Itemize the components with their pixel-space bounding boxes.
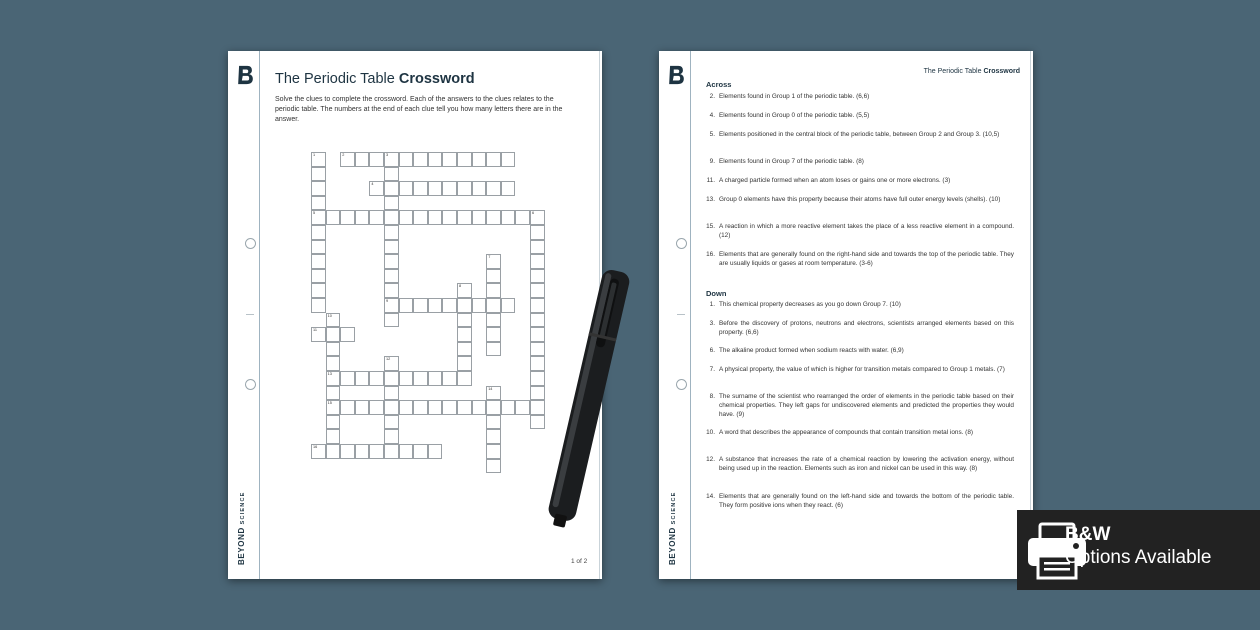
clue-number-label: 3 [386,153,389,157]
crossword-cell[interactable] [326,327,341,342]
clue-number: 14. [706,493,715,500]
crossword-cell[interactable] [457,327,472,342]
clue-number: 6. [709,347,715,354]
brand-name: BEYOND [668,527,677,565]
clue-item [706,301,1014,310]
crossword-cell[interactable] [384,429,399,444]
clue-text: Elements found in Group 0 of the periodic table. (5,5) [719,112,870,119]
clue-number: 3. [709,320,715,327]
crossword-cell[interactable] [486,283,501,298]
crossword-cell[interactable] [399,152,414,167]
crossword-cell[interactable] [530,386,545,401]
crossword-cell[interactable] [457,313,472,328]
clue-text: Elements found in Group 7 of the periodic table. (8) [719,158,864,165]
clue-number-label: 14 [488,386,493,391]
clue-text: Before the discovery of protons, neutrons and electrons, scientists arranged elements based on this property. (6,6) [719,320,1014,336]
brand-sub: SCIENCE [240,491,246,525]
crossword-cell[interactable] [472,210,487,225]
crossword-cell[interactable] [428,371,443,386]
crossword-cell[interactable] [326,400,341,415]
crossword-cell[interactable] [530,327,545,342]
crossword-cell[interactable] [486,327,501,342]
crossword-cell[interactable] [530,371,545,386]
crossword-cell[interactable] [472,298,487,313]
clue-number-label: 5 [313,211,316,216]
crossword-cell[interactable] [384,298,399,313]
clue-number-label: 2 [342,153,345,157]
crossword-cell[interactable] [384,210,399,225]
crossword-cell[interactable] [428,210,443,225]
crossword-cell[interactable] [486,400,501,415]
worksheet-page-2 [659,51,1033,579]
crossword-cell[interactable] [486,429,501,444]
crossword-cell[interactable] [457,283,472,298]
badge-text [1065,524,1211,570]
clue-item [706,456,1014,474]
clue-number: 2. [709,93,715,100]
clue-text: A word that describes the appearance of compounds that contain transition metal ions. (8) [719,429,973,436]
fold-mark [677,314,685,315]
crossword-cell[interactable] [399,210,414,225]
crossword-cell[interactable] [384,152,399,167]
crossword-cell[interactable] [326,210,341,225]
crossword-cell[interactable] [457,400,472,415]
crossword-cell[interactable] [486,210,501,225]
crossword-cell[interactable] [530,400,545,415]
worksheet-page-1 [228,51,602,579]
header-plain: The Periodic Table [923,68,982,75]
clue-number: 13. [706,196,715,203]
crossword-cell[interactable] [457,371,472,386]
crossword-cell[interactable] [442,152,457,167]
crossword-cell[interactable] [369,152,384,167]
crossword-cell[interactable] [442,400,457,415]
clue-number-label: 10 [327,313,332,318]
crossword-cell[interactable] [399,444,414,459]
title-plain: The Periodic Table [275,71,395,87]
crossword-cell[interactable] [486,459,501,474]
crossword-cell[interactable] [311,167,326,182]
crossword-cell[interactable] [530,356,545,371]
crossword-cell[interactable] [355,210,370,225]
crossword-cell[interactable] [486,313,501,328]
crossword-cell[interactable] [501,181,516,196]
crossword-cell[interactable] [486,181,501,196]
crossword-cell[interactable] [311,181,326,196]
crossword-cell[interactable] [530,269,545,284]
crossword-cell[interactable] [311,269,326,284]
crossword-cell[interactable] [326,356,341,371]
clue-item [706,158,1014,167]
clue-text: A substance that increases the rate of a chemical reaction by lowering the activation energy, without being used up in the reaction. Elements such as iron and nickel can be used in this way. (8) [719,456,1014,472]
crossword-cell[interactable] [413,298,428,313]
crossword-cell[interactable] [311,210,326,225]
crossword-cell[interactable] [384,371,399,386]
across-heading: Across [706,80,732,89]
crossword-cell[interactable] [384,444,399,459]
crossword-cell[interactable] [530,225,545,240]
crossword-cell[interactable] [355,444,370,459]
clue-number-label: 4 [371,182,374,187]
page-number: 1 of 2 [571,558,588,565]
crossword-cell[interactable] [369,181,384,196]
crossword-cell[interactable] [311,254,326,269]
crossword-cell[interactable] [340,327,355,342]
clue-item [706,393,1014,419]
clue-item [706,493,1014,511]
crossword-cell[interactable] [472,400,487,415]
crossword-cell[interactable] [311,298,326,313]
crossword-cell[interactable] [530,283,545,298]
crossword-cell[interactable] [384,386,399,401]
crossword-cell[interactable] [530,210,545,225]
clue-number: 16. [706,251,715,258]
crossword-cell[interactable] [369,444,384,459]
clue-text: The alkaline product formed when sodium reacts with water. (6,9) [719,347,904,354]
crossword-cell[interactable] [530,415,545,430]
clue-text: A reaction in which a more reactive element takes the place of a less reactive element in a compound. (12) [719,223,1014,239]
clue-text: A charged particle formed when an atom loses or gains one or more electrons. (3) [719,177,951,184]
clue-number-label: 13 [327,372,332,376]
crossword-cell[interactable] [311,327,326,342]
clue-number: 7. [709,366,715,373]
title-bold: Crossword [398,71,475,87]
crossword-cell[interactable] [530,240,545,255]
crossword-cell[interactable] [311,196,326,211]
header-bold: Crossword [983,68,1020,75]
crossword-cell[interactable] [428,298,443,313]
crossword-cell[interactable] [384,269,399,284]
crossword-cell[interactable] [384,415,399,430]
clue-text: Elements found in Group 1 of the periodic table. (6,6) [719,93,870,100]
crossword-cell[interactable] [311,240,326,255]
crossword-cell[interactable] [472,152,487,167]
clue-item [706,251,1014,269]
crossword-cell[interactable] [399,371,414,386]
crossword-cell[interactable] [369,371,384,386]
clue-text: Elements that are generally found on the left-hand side and towards the bottom of the periodic table. They form positive ions when they react. (6) [719,493,1014,509]
crossword-cell[interactable] [326,429,341,444]
crossword-cell[interactable] [384,400,399,415]
running-header [924,68,1020,75]
crossword-cell[interactable] [384,240,399,255]
crossword-cell[interactable] [340,444,355,459]
crossword-cell[interactable] [326,371,341,386]
down-heading: Down [706,289,727,298]
crossword-cell[interactable] [384,196,399,211]
crossword-cell[interactable] [326,444,341,459]
crossword-cell[interactable] [384,283,399,298]
margin-line [690,51,691,579]
crossword-cell[interactable] [326,386,341,401]
crossword-cell[interactable] [486,269,501,284]
page-edge-line [1030,51,1031,579]
crossword-cell[interactable] [457,298,472,313]
brand-wordmark [668,491,677,565]
crossword-cell[interactable] [530,254,545,269]
clue-item [706,112,1014,121]
crossword-cell[interactable] [486,386,501,401]
clue-number-label: 11 [313,328,317,333]
crossword-cell[interactable] [501,210,516,225]
crossword-cell[interactable] [384,313,399,328]
crossword-cell[interactable] [413,400,428,415]
crossword-cell[interactable] [355,152,370,167]
crossword-cell[interactable] [457,152,472,167]
clue-item [706,429,1014,438]
crossword-cell[interactable] [384,181,399,196]
crossword-cell[interactable] [340,371,355,386]
crossword-cell[interactable] [369,210,384,225]
clue-number-label: 16 [313,445,318,449]
crossword-cell[interactable] [530,313,545,328]
clue-number: 4. [709,112,715,119]
crossword-cell[interactable] [311,444,326,459]
crossword-cell[interactable] [340,210,355,225]
crossword-cell[interactable] [530,342,545,357]
clue-item [706,347,1014,356]
instructions: Solve the clues to complete the crossword. Each of the answers to the clues relates to the periodic table. The numbers at the end of each clue tell you how many letters there are in the answer. [275,96,563,124]
clue-item [706,131,1014,140]
beyond-logo-icon [667,64,686,86]
punch-hole [676,379,687,390]
clue-item [706,366,1014,375]
clue-number-label: 15 [327,401,332,406]
crossword-cell[interactable] [413,371,428,386]
crossword-cell[interactable] [486,342,501,357]
crossword-cell[interactable] [355,371,370,386]
crossword-cell[interactable] [326,415,341,430]
clue-text: Elements positioned in the central block of the periodic table, between Group 2 and Group 3. (10,5) [719,131,1000,138]
clue-number: 5. [709,131,715,138]
brand-name: BEYOND [237,527,246,565]
clue-text: Elements that are generally found on the right-hand side and towards the top of the periodic table. They are usually liquids or gases at room temperature. (3-6) [719,251,1014,267]
crossword-cell[interactable] [428,152,443,167]
clue-number-label: 6 [532,211,535,216]
clue-number: 1. [709,301,715,308]
crossword-cell[interactable] [413,210,428,225]
crossword-cell[interactable] [486,415,501,430]
crossword-cell[interactable] [311,225,326,240]
crossword-cell[interactable] [472,181,487,196]
crossword-cell[interactable] [311,152,326,167]
crossword-cell[interactable] [442,181,457,196]
clue-text: A physical property, the value of which is higher for transition metals compared to Group 1 metals. (7) [719,366,1005,373]
crossword-cell[interactable] [399,298,414,313]
crossword-cell[interactable] [486,298,501,313]
crossword-cell[interactable] [501,400,516,415]
bw-options-badge [1017,510,1260,590]
crossword-cell[interactable] [399,181,414,196]
crossword-cell[interactable] [486,152,501,167]
clue-number: 8. [709,393,715,400]
clue-item [706,93,1014,102]
clue-item [706,177,1014,186]
crossword-cell[interactable] [442,371,457,386]
clue-item [706,196,1014,205]
clue-number: 10. [706,429,715,436]
clue-text: This chemical property decreases as you go down Group 7. (10) [719,301,901,308]
crossword-cell[interactable] [457,356,472,371]
crossword-cell[interactable] [384,167,399,182]
crossword-cell[interactable] [384,254,399,269]
clue-number: 9. [709,158,715,165]
badge-options: Options Available [1065,547,1212,568]
brand-sub: SCIENCE [671,491,677,525]
crossword-cell[interactable] [530,298,545,313]
clue-number: 15. [706,223,715,230]
clue-text: Group 0 elements have this property because their atoms have full outer energy levels (shells). (10) [719,196,1001,203]
clue-number-label: 9 [386,299,389,303]
crossword-grid [228,51,602,579]
crossword-cell[interactable] [442,298,457,313]
crossword-cell[interactable] [384,356,399,371]
crossword-cell[interactable] [501,152,516,167]
crossword-cell[interactable] [340,400,355,415]
crossword-cell[interactable] [457,342,472,357]
clue-number-label: 12 [386,357,391,362]
clue-item [706,223,1014,241]
clue-number: 12. [706,456,715,463]
crossword-cell[interactable] [399,400,414,415]
crossword-cell[interactable] [515,210,530,225]
crossword-cell[interactable] [413,152,428,167]
crossword-cell[interactable] [311,283,326,298]
crossword-cell[interactable] [326,313,341,328]
crossword-cell[interactable] [340,152,355,167]
crossword-cell[interactable] [326,342,341,357]
clue-number-label: 8 [459,284,462,289]
crossword-cell[interactable] [457,181,472,196]
clue-number-label: 7 [488,255,491,260]
punch-hole [676,238,687,249]
clue-number: 11. [706,177,715,184]
crossword-cell[interactable] [442,210,457,225]
crossword-cell[interactable] [515,400,530,415]
badge-bw: B&W [1065,524,1111,545]
crossword-cell[interactable] [501,298,516,313]
crossword-cell[interactable] [355,400,370,415]
crossword-cell[interactable] [413,444,428,459]
crossword-cell[interactable] [413,181,428,196]
crossword-cell[interactable] [428,444,443,459]
clue-text: The surname of the scientist who rearranged the order of elements in the periodic table based on their chemical properties. They left gaps for undiscovered elements and predicted the properties they would have. (9) [719,393,1014,418]
crossword-cell[interactable] [428,400,443,415]
crossword-cell[interactable] [369,400,384,415]
crossword-cell[interactable] [486,444,501,459]
clue-number-label: 1 [313,153,316,157]
clue-item [706,320,1014,338]
crossword-cell[interactable] [457,210,472,225]
crossword-cell[interactable] [384,225,399,240]
crossword-cell[interactable] [486,254,501,269]
crossword-cell[interactable] [428,181,443,196]
